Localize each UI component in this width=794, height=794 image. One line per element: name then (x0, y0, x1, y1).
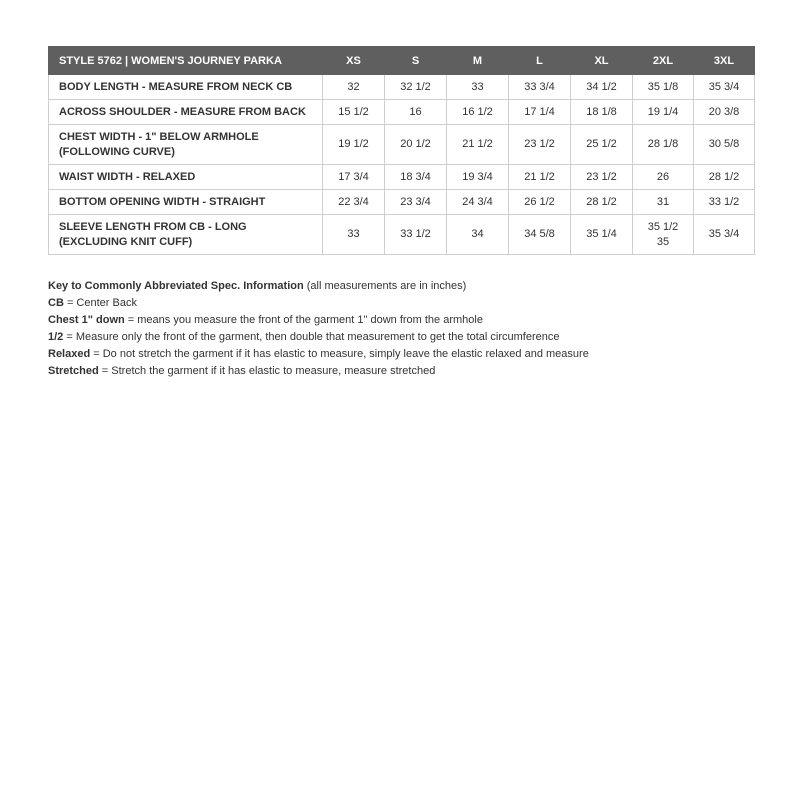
table-cell: 19 1/4 (633, 100, 694, 125)
table-cell: 31 (633, 190, 694, 215)
measure-label: WAIST WIDTH - RELAXED (49, 165, 323, 190)
table-cell: 15 1/2 (323, 100, 385, 125)
table-cell: 17 1/4 (509, 100, 571, 125)
table-cell: 26 (633, 165, 694, 190)
key-item (48, 329, 748, 346)
table-cell: 35 3/4 (694, 75, 755, 100)
size-header-s: S (385, 47, 447, 75)
table-cell: 28 1/2 (571, 190, 633, 215)
key-term: CB (48, 297, 64, 309)
table-cell: 21 1/2 (509, 165, 571, 190)
table-cell: 22 3/4 (323, 190, 385, 215)
table-cell: 17 3/4 (323, 165, 385, 190)
table-cell: 33 (447, 75, 509, 100)
table-cell: 26 1/2 (509, 190, 571, 215)
style-title-header: STYLE 5762 | WOMEN'S JOURNEY PARKA (49, 47, 323, 75)
key-term: Relaxed (48, 348, 91, 360)
key-definition: = Do not stretch the garment if it has elastic to measure, simply leave the elastic relaxed and measure (90, 348, 589, 360)
table-cell: 35 1/2 35 (633, 215, 694, 255)
measure-label: BODY LENGTH - MEASURE FROM NECK CB (49, 75, 323, 100)
key-item (48, 363, 748, 380)
table-cell: 23 1/2 (509, 125, 571, 165)
key-definition: = Measure only the front of the garment, then double that measurement to get the total circumference (63, 331, 560, 343)
table-row (49, 125, 755, 165)
measure-label: BOTTOM OPENING WIDTH - STRAIGHT (49, 190, 323, 215)
table-cell: 33 (323, 215, 385, 255)
size-header-xl: XL (571, 47, 633, 75)
measure-label: ACROSS SHOULDER - MEASURE FROM BACK (49, 100, 323, 125)
size-header-l: L (509, 47, 571, 75)
table-row (49, 165, 755, 190)
table-cell: 20 1/2 (385, 125, 447, 165)
table-cell: 33 1/2 (385, 215, 447, 255)
key-term: 1/2 (48, 331, 64, 343)
table-cell: 23 1/2 (571, 165, 633, 190)
key-item (48, 312, 748, 329)
table-cell: 19 3/4 (447, 165, 509, 190)
measure-label: CHEST WIDTH - 1" BELOW ARMHOLE (FOLLOWING CURVE) (49, 125, 323, 165)
abbreviation-key (48, 278, 748, 380)
table-cell: 33 3/4 (509, 75, 571, 100)
table-row (49, 75, 755, 100)
measure-label: SLEEVE LENGTH FROM CB - LONG (EXCLUDING KNIT CUFF) (49, 215, 323, 255)
size-header-3xl: 3XL (694, 47, 755, 75)
table-cell: 24 3/4 (447, 190, 509, 215)
size-header-m: M (447, 47, 509, 75)
table-row (49, 190, 755, 215)
key-title-bold: Key to Commonly Abbreviated Spec. Information (48, 280, 304, 292)
table-cell: 33 1/2 (694, 190, 755, 215)
table-cell: 34 5/8 (509, 215, 571, 255)
table-cell: 32 1/2 (385, 75, 447, 100)
table-cell: 35 1/8 (633, 75, 694, 100)
table-cell: 23 3/4 (385, 190, 447, 215)
table-cell: 20 3/8 (694, 100, 755, 125)
table-cell: 34 1/2 (571, 75, 633, 100)
key-title-note: (all measurements are in inches) (303, 280, 467, 292)
table-cell: 19 1/2 (323, 125, 385, 165)
table-cell: 18 3/4 (385, 165, 447, 190)
table-cell: 21 1/2 (447, 125, 509, 165)
table-cell: 35 3/4 (694, 215, 755, 255)
table-cell: 18 1/8 (571, 100, 633, 125)
key-term: Stretched (48, 365, 99, 377)
table-cell: 34 (447, 215, 509, 255)
table-cell: 25 1/2 (571, 125, 633, 165)
key-item (48, 346, 748, 363)
key-definition: = Stretch the garment if it has elastic to measure, measure stretched (98, 365, 436, 377)
table-row (49, 215, 755, 255)
key-item (48, 295, 748, 312)
key-term: Chest 1" down (48, 314, 125, 326)
key-definition: = Center Back (63, 297, 137, 309)
table-cell: 16 (385, 100, 447, 125)
size-chart-table (48, 46, 755, 255)
table-cell: 16 1/2 (447, 100, 509, 125)
key-title (48, 278, 748, 295)
table-cell: 28 1/8 (633, 125, 694, 165)
table-header-row (49, 47, 755, 75)
table-cell: 28 1/2 (694, 165, 755, 190)
table-cell: 30 5/8 (694, 125, 755, 165)
table-cell: 35 1/4 (571, 215, 633, 255)
size-header-2xl: 2XL (633, 47, 694, 75)
table-cell: 32 (323, 75, 385, 100)
key-definition: = means you measure the front of the garment 1" down from the armhole (124, 314, 483, 326)
table-row (49, 100, 755, 125)
size-header-xs: XS (323, 47, 385, 75)
